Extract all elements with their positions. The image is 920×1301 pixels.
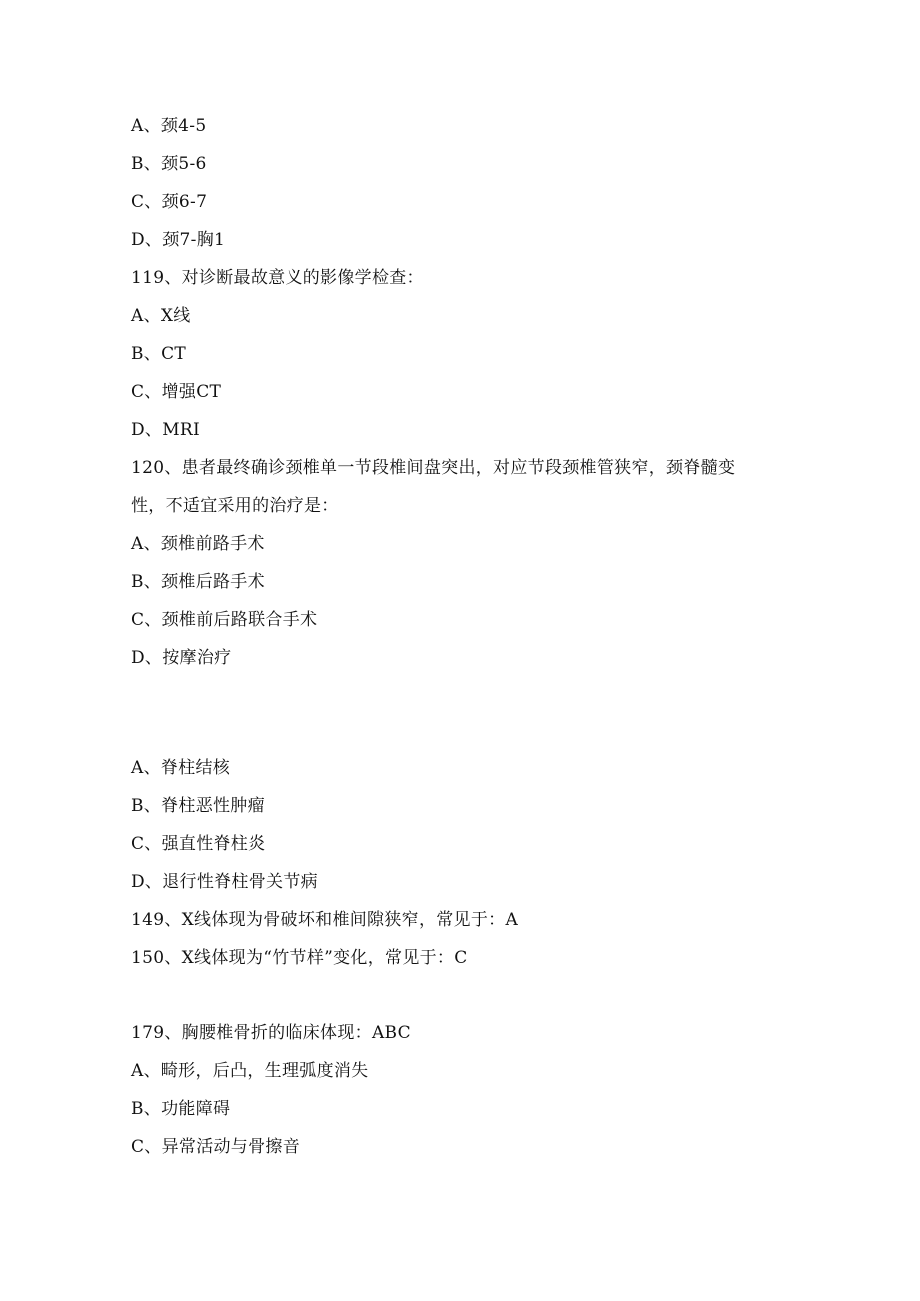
group-option-a: A、脊柱结核: [131, 758, 231, 778]
q120-question-line1: 120、患者最终确诊颈椎单一节段椎间盘突出，对应节段颈椎管狭窄，颈脊髓变: [131, 458, 736, 478]
q119-option-d: D、MRI: [131, 420, 201, 440]
q119-option-a: A、X线: [131, 306, 191, 326]
q120-question-line2: 性，不适宜采用的治疗是：: [131, 496, 339, 516]
group-option-b: B、脊柱恶性肿瘤: [131, 796, 265, 816]
q179-question: 179、胸腰椎骨折的临床体现：ABC: [131, 1023, 411, 1043]
q118-option-b: B、颈5-6: [131, 154, 207, 174]
q119-option-b: B、CT: [131, 344, 187, 364]
q118-option-a: A、颈4-5: [131, 116, 207, 136]
q120-option-c: C、颈椎前后路联合手术: [131, 610, 318, 630]
q119-question: 119、对诊断最故意义的影像学检查：: [131, 268, 424, 288]
q120-option-a: A、颈椎前路手术: [131, 534, 265, 554]
q119-option-c: C、增强CT: [131, 382, 222, 402]
q120-option-b: B、颈椎后路手术: [131, 572, 265, 592]
q118-option-d: D、颈7-胸1: [131, 230, 226, 250]
q118-option-c: C、颈6-7: [131, 192, 208, 212]
group-option-d: D、退行性脊柱骨关节病: [131, 872, 318, 892]
q179-option-c: C、异常活动与骨擦音: [131, 1137, 301, 1157]
group-option-c: C、强直性脊柱炎: [131, 834, 266, 854]
q179-option-a: A、畸形，后凸，生理弧度消失: [131, 1061, 369, 1081]
q120-option-d: D、按摩治疗: [131, 648, 232, 668]
q179-option-b: B、功能障碍: [131, 1099, 231, 1119]
q149-question: 149、X线体现为骨破坏和椎间隙狭窄，常见于：A: [131, 910, 519, 930]
q150-question: 150、X线体现为“竹节样”变化，常见于：C: [131, 948, 468, 968]
